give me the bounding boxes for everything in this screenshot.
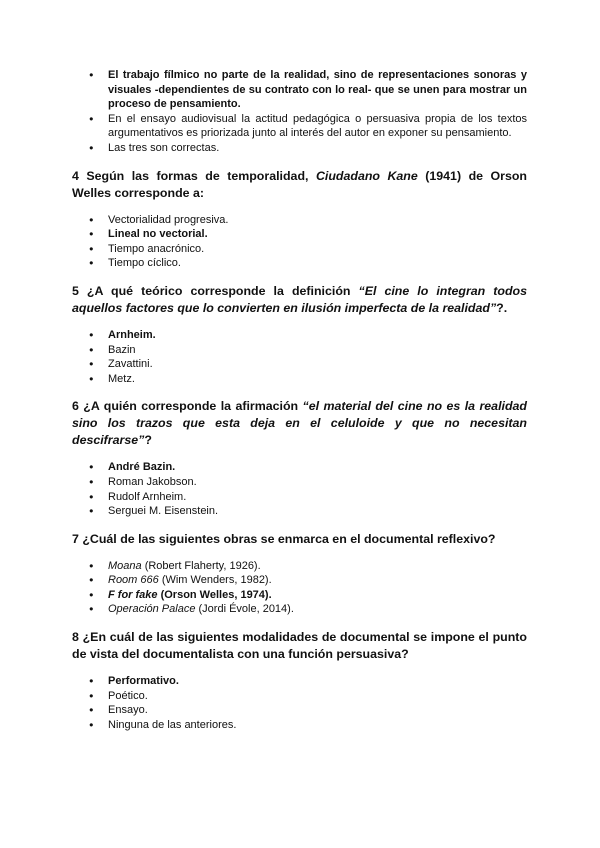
film-title: Operación Palace bbox=[108, 603, 196, 616]
q5-option-list bbox=[72, 328, 527, 386]
q5-option: ● Bazin bbox=[72, 343, 527, 358]
film-title: Moana bbox=[108, 559, 142, 572]
question-5-title: 5 ¿A qué teórico corresponde la definición “El cine lo integran todos aquellos factores que lo convierten en ilusión imperfecta de la realidad”?. bbox=[72, 283, 527, 315]
q6-option-list bbox=[72, 460, 527, 518]
q6-option: ● Rudolf Arnheim. bbox=[72, 490, 527, 505]
q8-option-list bbox=[72, 674, 527, 732]
q8-option: ● Poético. bbox=[72, 689, 527, 704]
document-page bbox=[72, 68, 527, 732]
q8-option-correct: ● Performativo. bbox=[72, 674, 527, 689]
q3-option: ● En el ensayo audiovisual la actitud pedagógica o persuasiva propia de los textos argumentativos es priorizada junto al interés del autor en exponer su pensamiento. bbox=[72, 112, 527, 141]
question-8-title: 8 ¿En cuál de las siguientes modalidades de documental se impone el punto de vista del documentalista con una función persuasiva? bbox=[72, 630, 527, 662]
film-title: F for fake bbox=[108, 588, 158, 601]
question-4-title: 4 Según las formas de temporalidad, Ciudadano Kane (1941) de Orson Welles corresponde a: bbox=[72, 168, 528, 200]
q7-option: ● Moana (Robert Flaherty, 1926). bbox=[72, 559, 527, 574]
q4-option-list bbox=[72, 213, 527, 271]
q3-option-list bbox=[72, 68, 527, 156]
q8-option: ● Ensayo. bbox=[72, 703, 527, 718]
q8-option: ● Ninguna de las anteriores. bbox=[72, 718, 527, 733]
q4-option: ● Tiempo anacrónico. bbox=[72, 242, 527, 257]
q6-option: ● Roman Jakobson. bbox=[72, 475, 527, 490]
film-title: Room 666 bbox=[108, 574, 159, 587]
q6-option-correct: ● André Bazin. bbox=[72, 460, 527, 475]
q5-option: ● Metz. bbox=[72, 372, 527, 387]
q4-option: ● Tiempo cíclico. bbox=[72, 256, 527, 271]
q6-option: ● Serguei M. Eisenstein. bbox=[72, 504, 527, 519]
q4-option: ● Vectorialidad progresiva. bbox=[72, 213, 527, 228]
q4-option-correct: ● Lineal no vectorial. bbox=[72, 227, 527, 242]
q7-option: ● Operación Palace (Jordi Évole, 2014). bbox=[72, 602, 527, 617]
q3-option: ● Las tres son correctas. bbox=[72, 141, 527, 156]
question-7-title: 7 ¿Cuál de las siguientes obras se enmarca en el documental reflexivo? bbox=[72, 531, 496, 546]
q3-option-correct: ● El trabajo fílmico no parte de la realidad, sino de representaciones sonoras y visuales -dependientes de su contrato con lo real- que se unen para mostrar un proceso de pensamiento. bbox=[72, 68, 527, 112]
q5-option-correct: ● Arnheim. bbox=[72, 328, 527, 343]
q7-option-correct: ● F for fake (Orson Welles, 1974). bbox=[72, 588, 527, 603]
q7-option: ● Room 666 (Wim Wenders, 1982). bbox=[72, 573, 527, 588]
question-6-title: 6 ¿A quién corresponde la afirmación “el material del cine no es la realidad sino los trazos que esta deja en el celuloide y que no necesitan descifrarse”? bbox=[72, 399, 527, 448]
q7-option-list bbox=[72, 559, 527, 617]
q5-option: ● Zavattini. bbox=[72, 357, 527, 372]
